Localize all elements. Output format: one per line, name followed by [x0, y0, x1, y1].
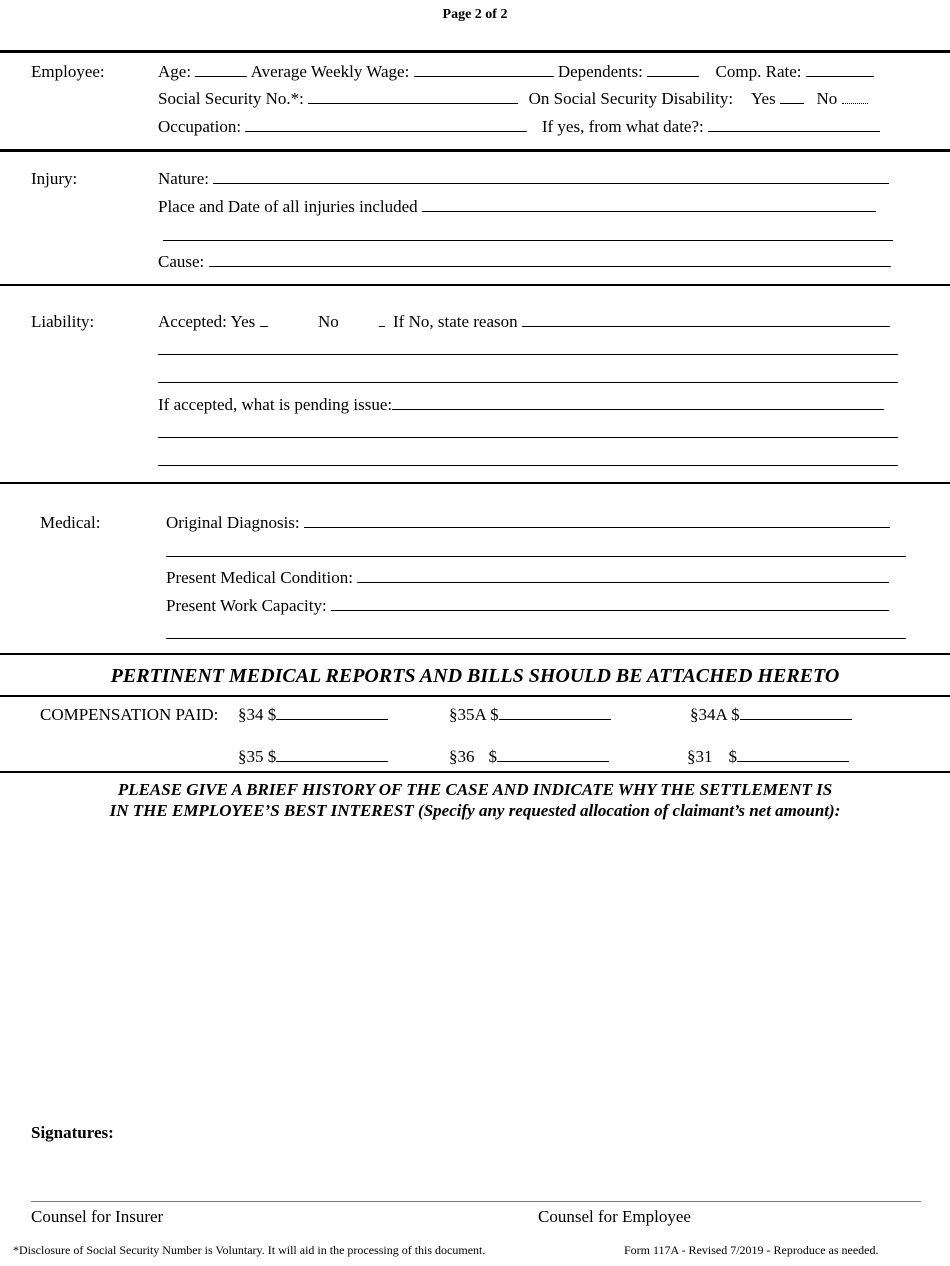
accepted-no-group: [318, 312, 385, 332]
comp-rate-label: Comp. Rate:: [715, 62, 802, 81]
pending-line-3[interactable]: [158, 465, 898, 466]
s34-label: §34 $: [238, 705, 277, 724]
comp-rate-field[interactable]: [806, 62, 874, 77]
work-capacity-line-2[interactable]: [166, 638, 906, 639]
work-capacity-row: [166, 596, 889, 616]
s31-dollar: $: [728, 747, 737, 766]
ss-disability-no-label: No: [816, 89, 838, 108]
employee-row-2: [158, 89, 868, 109]
s34-field[interactable]: [276, 705, 388, 720]
if-no-reason-field[interactable]: [522, 312, 890, 327]
work-capacity-field[interactable]: [331, 596, 889, 611]
ssn-label: Social Security No.*:: [158, 89, 304, 108]
s31-group: [687, 747, 849, 767]
s35a-label: §35A $: [449, 705, 499, 724]
present-condition-row: [166, 568, 889, 588]
divider: [0, 50, 950, 53]
s35a-field[interactable]: [499, 705, 611, 720]
nature-row: [158, 169, 889, 189]
accepted-no-label: No: [318, 312, 339, 331]
avg-weekly-wage-label: Average Weekly Wage:: [250, 62, 410, 81]
s34-group: [238, 705, 388, 725]
pending-row: [158, 395, 884, 415]
if-no-reason-line-2[interactable]: [158, 354, 898, 355]
original-diagnosis-line-2[interactable]: [166, 556, 906, 557]
cause-row: [158, 252, 891, 272]
employee-section-label: Employee:: [31, 62, 105, 81]
employee-row-1: [158, 62, 874, 82]
nature-field[interactable]: [213, 169, 889, 184]
if-yes-date-field[interactable]: [708, 117, 880, 132]
s36-label: §36: [449, 747, 475, 766]
ssn-field[interactable]: [308, 89, 518, 104]
pending-field[interactable]: [392, 395, 884, 410]
dependents-label: Dependents:: [557, 62, 643, 81]
s31-label: §31: [687, 747, 713, 766]
if-no-row: [393, 312, 890, 332]
employee-row-3: [158, 117, 880, 137]
age-label: Age:: [158, 62, 192, 81]
cause-label: Cause:: [158, 252, 205, 271]
dependents-field[interactable]: [647, 62, 699, 77]
disclosure-note: *Disclosure of Social Security Number is Voluntary. It will aid in the processing of this document.: [13, 1243, 486, 1257]
signature-line[interactable]: [31, 1201, 921, 1202]
s36-field[interactable]: [497, 747, 609, 762]
ss-disability-label: On Social Security Disability:: [528, 89, 734, 108]
pending-label: If accepted, what is pending issue:: [158, 395, 393, 414]
original-diagnosis-field[interactable]: [304, 513, 890, 528]
history-instruction-line-2: IN THE EMPLOYEE’S BEST INTEREST (Specify any requested allocation of claimant’s net amount):: [109, 801, 841, 820]
form-number: Form 117A - Revised 7/2019 - Reproduce as needed.: [624, 1243, 879, 1257]
counsel-insurer-label: Counsel for Insurer: [31, 1207, 164, 1226]
original-diagnosis-row: [166, 513, 890, 533]
if-yes-date-label: If yes, from what date?:: [541, 117, 704, 136]
accepted-yes-label: Accepted: Yes: [158, 312, 256, 331]
occupation-field[interactable]: [245, 117, 527, 132]
divider: [0, 653, 950, 655]
s34a-label: §34A $: [690, 705, 740, 724]
nature-label: Nature:: [158, 169, 209, 188]
s36-group: [449, 747, 609, 767]
s35a-group: [449, 705, 611, 725]
s36-dollar: $: [488, 747, 497, 766]
divider: [0, 695, 950, 697]
ss-disability-yes-label: Yes: [750, 89, 776, 108]
s34a-field[interactable]: [740, 705, 852, 720]
present-condition-label: Present Medical Condition:: [166, 568, 353, 587]
signatures-label: Signatures:: [31, 1123, 114, 1142]
if-no-label: If No, state reason: [393, 312, 518, 331]
present-condition-field[interactable]: [357, 568, 889, 583]
avg-weekly-wage-field[interactable]: [414, 62, 554, 77]
divider: [0, 771, 950, 773]
if-no-reason-line-3[interactable]: [158, 382, 898, 383]
liability-section-label: Liability:: [31, 312, 95, 331]
accepted-yes-field[interactable]: [260, 312, 268, 327]
s35-label: §35 $: [238, 747, 277, 766]
place-date-row: [158, 197, 876, 217]
s35-group: [238, 747, 388, 767]
counsel-employee-label: Counsel for Employee: [538, 1207, 691, 1226]
place-date-field[interactable]: [422, 197, 876, 212]
medical-section-label: Medical:: [40, 513, 101, 532]
divider: [0, 149, 950, 152]
history-instruction-line-1: PLEASE GIVE A BRIEF HISTORY OF THE CASE AND INDICATE WHY THE SETTLEMENT IS: [117, 780, 833, 799]
history-text-area[interactable]: [31, 830, 919, 1110]
page-number: Page 2 of 2: [442, 7, 508, 22]
divider: [0, 284, 950, 286]
place-date-label: Place and Date of all injuries included: [158, 197, 418, 216]
place-date-continuation-line[interactable]: [163, 240, 893, 241]
compensation-label: COMPENSATION PAID:: [40, 705, 219, 724]
accepted-row: [158, 312, 268, 332]
injury-section-label: Injury:: [31, 169, 78, 188]
work-capacity-label: Present Work Capacity:: [166, 596, 327, 615]
cause-field[interactable]: [209, 252, 891, 267]
ss-disability-yes-field[interactable]: [780, 89, 804, 104]
occupation-label: Occupation:: [158, 117, 242, 136]
original-diagnosis-label: Original Diagnosis:: [166, 513, 300, 532]
attach-notice: PERTINENT MEDICAL REPORTS AND BILLS SHOULD BE ATTACHED HERETO: [110, 665, 840, 687]
ss-disability-no-field[interactable]: [842, 89, 868, 104]
divider: [0, 482, 950, 484]
s34a-group: [690, 705, 852, 725]
age-field[interactable]: [195, 62, 247, 77]
s35-field[interactable]: [276, 747, 388, 762]
pending-line-2[interactable]: [158, 437, 898, 438]
accepted-no-field[interactable]: [379, 312, 385, 327]
s31-field[interactable]: [737, 747, 849, 762]
